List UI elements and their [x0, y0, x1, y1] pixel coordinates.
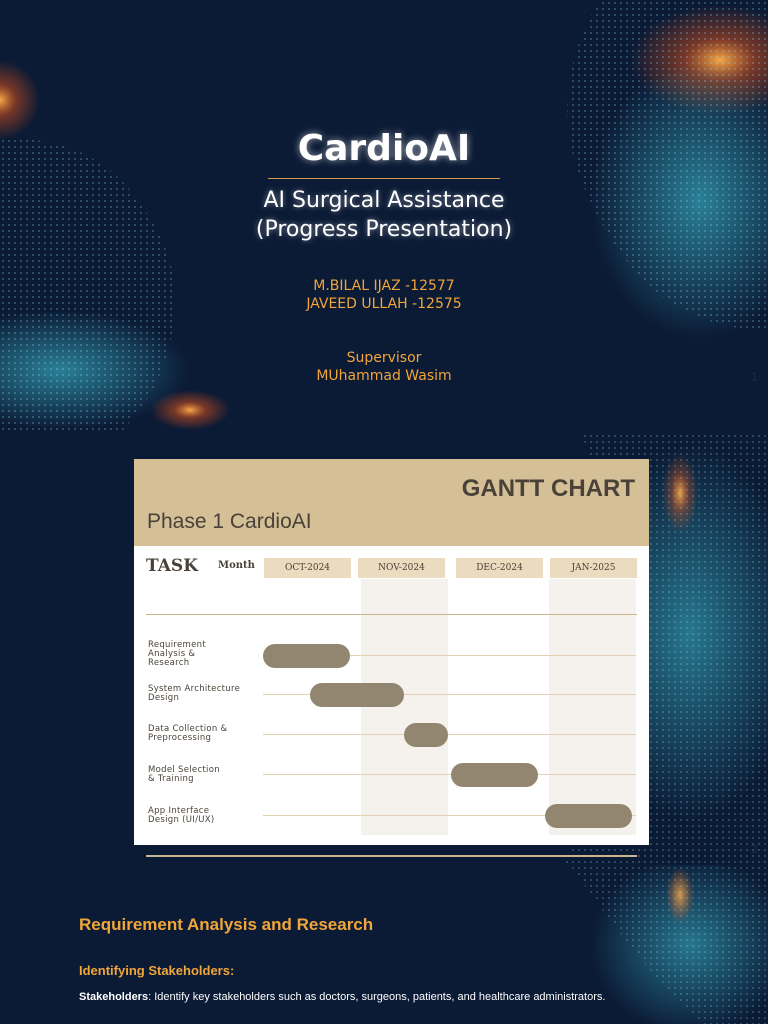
gantt-chart	[134, 459, 649, 845]
month-cell: OCT-2024	[264, 558, 351, 578]
task-label-line: Research	[148, 658, 190, 668]
section-heading: Requirement Analysis and Research	[79, 915, 374, 934]
task-label-line: Requirement	[148, 640, 206, 650]
header-divider	[146, 614, 637, 615]
task-label-line: Analysis &	[148, 649, 196, 659]
month-cell: JAN-2025	[550, 558, 637, 578]
task-label-line: App Interface	[148, 806, 210, 816]
month-cell: DEC-2024	[456, 558, 543, 578]
gantt-slide	[0, 433, 768, 865]
column-shade-nov	[361, 579, 448, 835]
stakeholders-term: Stakeholders	[79, 991, 149, 1003]
stakeholders-text: : Identify key stakeholders such as doctors, surgeons, patients, and healthcare administrators.	[148, 991, 606, 1003]
gantt-bar-architecture	[310, 683, 404, 707]
task-label-line: System Architecture	[148, 684, 241, 694]
supervisor-label: Supervisor	[346, 350, 422, 366]
stakeholders-paragraph	[79, 991, 639, 1004]
subtitle-line2: (Progress Presentation)	[255, 217, 513, 242]
footer-divider	[146, 855, 637, 857]
task-label-requirement	[148, 641, 206, 668]
month-cell: NOV-2024	[358, 558, 445, 578]
task-row-line	[263, 774, 636, 775]
gantt-bar-model-selection	[451, 763, 538, 787]
task-label-line: Design	[148, 693, 180, 703]
task-label-line: Model Selection	[148, 765, 220, 775]
page-number: 2	[751, 843, 758, 856]
gantt-bar-requirement	[263, 644, 350, 668]
task-label-line: Design (UI/UX)	[148, 815, 215, 825]
section-subheading: Identifying Stakeholders:	[79, 963, 235, 978]
task-label-data-collection	[148, 725, 227, 743]
column-shade-jan	[549, 579, 636, 835]
task-label-model-selection	[148, 766, 220, 784]
task-label-line: Data Collection &	[148, 724, 228, 734]
page-number: 1	[751, 371, 758, 384]
presentation-title: CardioAI	[297, 128, 471, 169]
requirements-slide	[0, 865, 768, 1024]
task-label-line: & Training	[148, 774, 194, 784]
task-label-app-interface	[148, 807, 215, 825]
phase-title: Phase 1 CardioAI	[147, 510, 312, 533]
subtitle-line1: AI Surgical Assistance	[263, 188, 505, 213]
author-1: M.BILAL IJAZ -12577	[313, 278, 455, 294]
gantt-bar-app-interface	[545, 804, 632, 828]
supervisor-name: MUhammad Wasim	[316, 368, 452, 384]
task-row-line	[263, 734, 636, 735]
title-underline	[268, 178, 500, 179]
task-label-architecture	[148, 685, 240, 703]
gantt-header	[134, 459, 649, 546]
month-header: Month	[218, 560, 255, 571]
title-slide	[0, 0, 768, 433]
author-2: JAVEED ULLAH -12575	[306, 296, 462, 312]
task-header: TASK	[146, 556, 198, 576]
gantt-title: GANTT CHART	[461, 475, 635, 502]
gantt-bar-data-collection	[404, 723, 448, 747]
task-label-line: Preprocessing	[148, 733, 212, 743]
